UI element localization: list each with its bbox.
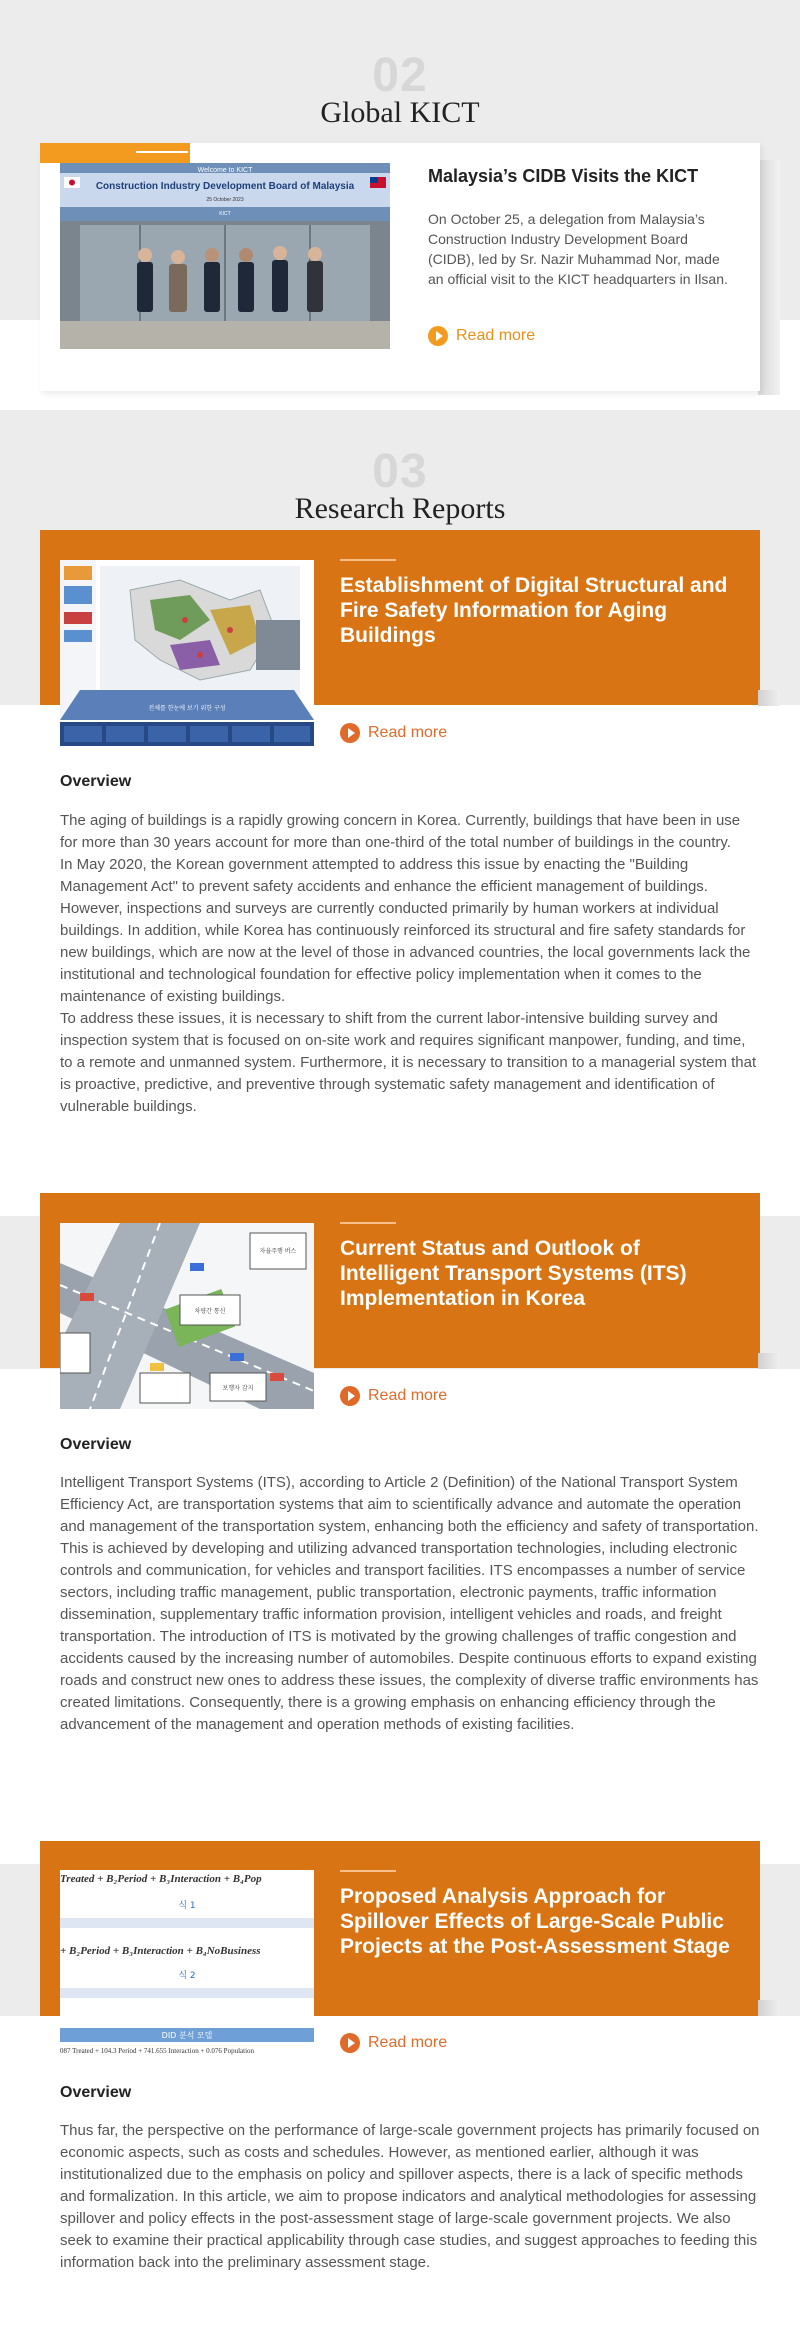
play-icon xyxy=(340,2033,360,2053)
read-more-label: Read more xyxy=(368,724,448,741)
report-thumbnail xyxy=(60,560,314,746)
section-header-research xyxy=(0,445,800,528)
read-more-link[interactable] xyxy=(340,1386,447,1406)
report-shadow xyxy=(758,690,780,706)
play-icon xyxy=(340,1386,360,1406)
play-icon xyxy=(340,723,360,743)
thumbnail-label: 차량간 통신 xyxy=(194,1308,226,1315)
report-thumbnail xyxy=(60,1870,314,2056)
thumbnail-label: 자율주행 버스 xyxy=(259,1248,297,1255)
overview-heading: Overview xyxy=(60,773,132,790)
report-title: Proposed Analysis Approach for Spillover Effects of Large-Scale Public Projects at the Post-Assessment Stage xyxy=(340,1885,730,1958)
overview-paragraph: Intelligent Transport Systems (ITS), according to Article 2 (Definition) of the National Transport System Efficiency Act, are transportation systems that aim to scientifically advance and automate the operation and management of the transportation system, enhancing both the efficiency and safety of transportation. This is achieved by developing and utilizing advanced transportation technologies, including electronic controls and communication, for vehicles and transport facilities. ITS encompasses a number of service sectors, including traffic management, public transportation, electronic payments, traffic information dissemination, supplementary traffic information provision, intelligent vehicles and roads, and freight transportation. The introduction of ITS is motivated by the growing challenges of traffic congestion and accidents caused by the increasing number of automobiles. Despite continuous efforts to expand existing roads and construct new ones to address these issues, the complexity of diverse traffic environments has created limitations. Consequently, there is a growing emphasis on enhancing efficiency through the advancement of the management and operation methods of existing facilities. xyxy=(60,1474,759,1733)
overview-paragraph: In May 2020, the Korean government attempted to address this issue by enacting the "Building Management Act" to prevent safety accidents and enhance the efficient management of buildings. However, inspections and surveys are currently conducted primarily by human workers at individual buildings. In addition, while Korea has continuously reinforced its structural and fire safety standards for new buildings, which are now at the level of those in advanced countries, the local governments lack the institutional and technological foundation for effective policy implementation when it comes to the maintenance of existing buildings. xyxy=(60,856,751,1005)
read-more-link[interactable] xyxy=(340,2033,447,2053)
photo-banner-top: Welcome to KICT xyxy=(197,167,253,174)
overview-heading: Overview xyxy=(60,2084,132,2101)
photo-banner-date: 25 October 2023 xyxy=(206,197,244,203)
report-shadow xyxy=(758,2000,780,2016)
thumbnail-result: 087 Treated + 104.3 Period + 741.655 Interaction + 0.076 Population xyxy=(60,2047,255,2055)
report-shadow xyxy=(758,1353,780,1369)
title-accent-line xyxy=(340,1870,396,1872)
thumbnail-equation-label: 식 1 xyxy=(178,1901,196,1911)
overview-heading: Overview xyxy=(60,1436,132,1453)
title-accent-line xyxy=(340,1222,396,1224)
section-number: 03 xyxy=(372,445,428,498)
card-shadow xyxy=(758,160,780,395)
accent-line xyxy=(136,151,188,153)
overview-text xyxy=(60,1472,760,1736)
overview-paragraph: To address these issues, it is necessary to shift from the current labor-intensive building survey and inspection system that is focused on on-site work and requires significant manpower, funding, and time, to a remote and unmanned system. Furthermore, it is necessary to transition to a managerial system that is proactive, predictive, and preventive through systematic safety management and identification of vulnerable buildings. xyxy=(60,1010,757,1115)
title-accent-line xyxy=(340,559,396,561)
thumbnail-label: 보행자 감지 xyxy=(222,1385,254,1392)
thumbnail-equation-label: 식 2 xyxy=(178,1971,196,1981)
play-icon xyxy=(428,326,448,346)
news-summary: On October 25, a delegation from Malaysia’s Construction Industry Development Board (CIDB), led by Sr. Nazir Muhammad Nor, made an official visit to the KICT headquarters in Ilsan. xyxy=(428,211,728,287)
report-thumbnail xyxy=(60,1223,314,1409)
section-title: Global KICT xyxy=(320,96,480,129)
read-more-link[interactable] xyxy=(340,723,447,743)
report-title: Establishment of Digital Structural and Fire Safety Information for Aging Buildings xyxy=(340,574,728,647)
photo-logo: KICT xyxy=(219,211,231,217)
visit-photo xyxy=(60,163,390,349)
news-title: Malaysia’s CIDB Visits the KICT xyxy=(428,166,699,186)
read-more-label: Read more xyxy=(456,327,536,344)
read-more-label: Read more xyxy=(368,1387,448,1404)
read-more-label: Read more xyxy=(368,2034,448,2051)
section-number: 02 xyxy=(372,49,428,102)
thumbnail-equation: + B₂Period + B₃Interaction + B₄NoBusiness xyxy=(60,1945,261,1957)
photo-banner-main: Construction Industry Development Board of Malaysia xyxy=(95,181,355,192)
thumbnail-bar-label: DID 분석 모델 xyxy=(161,2031,213,2040)
card-accent xyxy=(40,143,190,163)
thumbnail-equation: Treated + B₂Period + B₃Interaction + B₄Pop xyxy=(60,1873,262,1885)
overview-paragraph: The aging of buildings is a rapidly growing concern in Korea. Currently, buildings that have been in use for more than 30 years account for more than one-third of the total number of buildings in the country. xyxy=(60,812,741,851)
overview-paragraph: Thus far, the perspective on the performance of large-scale government projects has primarily focused on economic aspects, such as costs and schedules. However, as mentioned earlier, although it was institutionalized due to the emphasis on policy and spillover aspects, there is a lack of specific methods and formalization. In this article, we aim to propose indicators and analytical methodologies for assessing spillover and policy effects in the post-assessment stage of large-scale government projects. We also seek to examine their practical applicability through case studies, and suggest approaches to feeding this information back into the preliminary assessment stage. xyxy=(60,2122,760,2271)
section-header-global xyxy=(0,49,800,132)
section-title: Research Reports xyxy=(294,492,506,525)
report-title: Current Status and Outlook of Intelligent Transport Systems (ITS) Implementation in Korea xyxy=(340,1237,687,1310)
overview-text xyxy=(60,2120,760,2274)
read-more-link[interactable] xyxy=(428,326,535,346)
overview-text xyxy=(60,810,760,1118)
thumbnail-caption: 전체를 한눈에 보기 위한 구성 xyxy=(148,705,226,712)
